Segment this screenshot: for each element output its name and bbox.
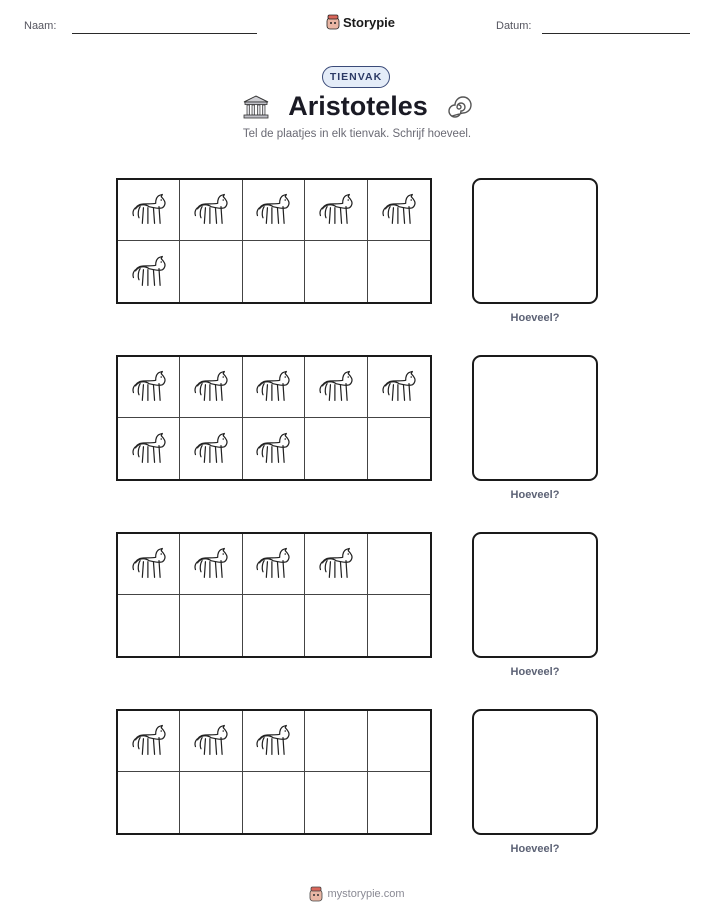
how-many-label: Hoeveel? — [510, 666, 560, 678]
footer-url: mystorypie.com — [327, 888, 405, 900]
ten-frame-cell — [180, 711, 242, 772]
ten-frame-cell — [180, 418, 242, 479]
horse-icon — [253, 545, 293, 583]
ten-frame-cell — [118, 534, 180, 595]
ten-frame-cell — [243, 357, 305, 418]
ten-frame-cell — [243, 534, 305, 595]
horse-icon — [129, 722, 169, 760]
ten-frame-cell — [180, 772, 242, 833]
horse-icon — [379, 191, 419, 229]
horse-icon — [129, 545, 169, 583]
spiral-shell-icon — [446, 94, 472, 120]
ten-frame-cell — [305, 711, 367, 772]
horse-icon — [316, 545, 356, 583]
page-title — [0, 91, 714, 122]
horse-icon — [253, 368, 293, 406]
ten-frame-cell — [180, 357, 242, 418]
ten-frame-cell — [243, 595, 305, 656]
ten-frame — [116, 709, 432, 835]
ten-frame-cell — [180, 180, 242, 241]
ten-frame-cell — [305, 357, 367, 418]
horse-icon — [191, 545, 231, 583]
footer — [0, 886, 714, 902]
ten-frame — [116, 355, 432, 481]
storypie-mascot-icon — [309, 886, 323, 902]
ten-frame-cell — [118, 418, 180, 479]
name-label: Naam: — [24, 20, 57, 32]
ten-frame-cell — [180, 241, 242, 302]
ten-frame-cell — [118, 357, 180, 418]
ten-frame-cell — [368, 534, 430, 595]
ten-frame-cell — [243, 711, 305, 772]
ten-frame-cell — [118, 772, 180, 833]
storypie-mascot-icon — [326, 14, 340, 30]
ten-frame-cell — [368, 241, 430, 302]
ten-frame-cell — [243, 180, 305, 241]
how-many-label: Hoeveel? — [510, 489, 560, 501]
ten-frame-cell — [305, 772, 367, 833]
ten-frame-cell — [118, 241, 180, 302]
horse-icon — [253, 191, 293, 229]
ten-frame-cell — [305, 595, 367, 656]
horse-icon — [253, 722, 293, 760]
answer-box[interactable] — [472, 532, 598, 658]
ten-frame-cell — [118, 711, 180, 772]
answer-box[interactable] — [472, 178, 598, 304]
brand-logo — [326, 14, 395, 30]
tienvak-badge: TIENVAK — [322, 66, 390, 88]
ten-frame-cell — [368, 595, 430, 656]
ten-frame-cell — [305, 534, 367, 595]
page-title-text: Aristoteles — [288, 91, 428, 121]
horse-icon — [129, 430, 169, 468]
horse-icon — [129, 191, 169, 229]
ten-frame-cell — [368, 357, 430, 418]
horse-icon — [379, 368, 419, 406]
date-line[interactable] — [542, 33, 690, 34]
name-line[interactable] — [72, 33, 257, 34]
ten-frame-cell — [368, 711, 430, 772]
horse-icon — [191, 722, 231, 760]
date-label: Datum: — [496, 20, 532, 32]
brand-name: Storypie — [343, 14, 396, 30]
ten-frame-cell — [368, 180, 430, 241]
instruction-text: Tel de plaatjes in elk tienvak. Schrijf hoeveel. — [242, 128, 472, 140]
answer-box[interactable] — [472, 355, 598, 481]
horse-icon — [316, 191, 356, 229]
ten-frame-cell — [305, 418, 367, 479]
ten-frame-cell — [243, 241, 305, 302]
ten-frame-cell — [180, 534, 242, 595]
ten-frame-cell — [368, 418, 430, 479]
answer-box[interactable] — [472, 709, 598, 835]
ten-frame-cell — [368, 772, 430, 833]
temple-icon — [242, 94, 270, 120]
ten-frame-cell — [180, 595, 242, 656]
ten-frame-cell — [118, 180, 180, 241]
horse-icon — [129, 253, 169, 291]
how-many-label: Hoeveel? — [510, 312, 560, 324]
ten-frame-cell — [243, 418, 305, 479]
ten-frame-cell — [305, 241, 367, 302]
horse-icon — [191, 430, 231, 468]
horse-icon — [191, 368, 231, 406]
horse-icon — [253, 430, 293, 468]
how-many-label: Hoeveel? — [510, 843, 560, 855]
horse-icon — [316, 368, 356, 406]
ten-frame — [116, 532, 432, 658]
ten-frame-cell — [243, 772, 305, 833]
ten-frame — [116, 178, 432, 304]
horse-icon — [129, 368, 169, 406]
horse-icon — [191, 191, 231, 229]
ten-frame-cell — [118, 595, 180, 656]
ten-frame-cell — [305, 180, 367, 241]
